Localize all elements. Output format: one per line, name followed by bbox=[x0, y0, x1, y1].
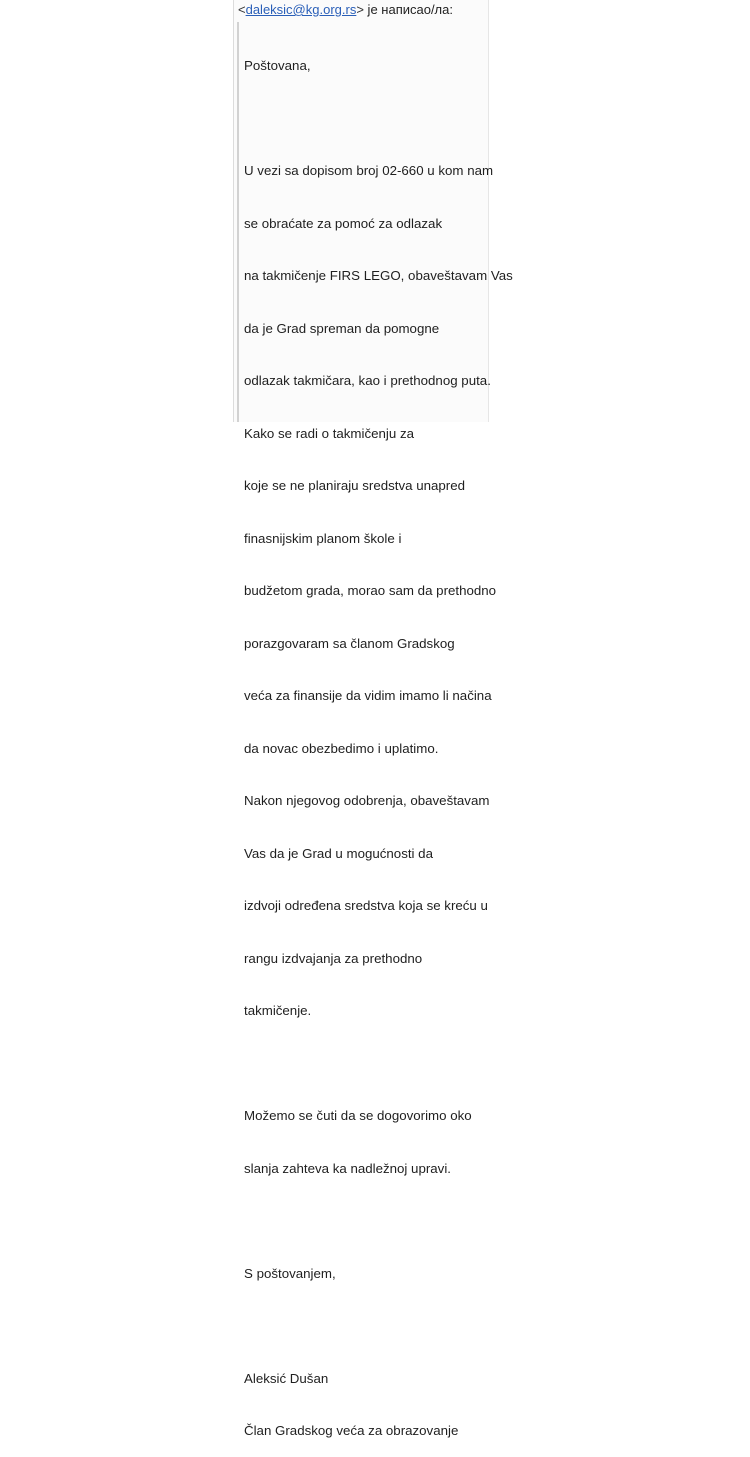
body-line: izdvoji određena sredstva koja se kreću u bbox=[244, 898, 488, 913]
sender-email-link[interactable]: daleksic@kg.org.rs bbox=[245, 2, 357, 17]
second-paragraph-line: slanja zahteva ka nadležnoj upravi. bbox=[244, 1160, 451, 1176]
quote-header-lt: < bbox=[238, 2, 246, 17]
quote-header-gt: > bbox=[356, 2, 364, 17]
body-line: Vas da je Grad u mogućnosti da bbox=[244, 845, 433, 861]
blank-line bbox=[244, 110, 488, 128]
body-line: takmičenje. bbox=[244, 1003, 312, 1018]
body-line: koje se ne planiraju sredstva unapred bbox=[244, 478, 466, 493]
signature-name: Aleksić Dušan bbox=[244, 1370, 329, 1386]
signature-title: Član Gradskog veća za obrazovanje bbox=[244, 1423, 459, 1438]
body-line: veća za finansije da vidim imamo li načina bbox=[244, 688, 492, 703]
greeting: Poštovana, bbox=[244, 58, 311, 73]
quote-header-wrote: је написао/ла: bbox=[363, 2, 453, 17]
blank-line bbox=[244, 1212, 488, 1230]
body-line: Kako se radi o takmičenju za bbox=[244, 425, 414, 441]
quote-bar bbox=[237, 22, 239, 422]
body-line: se obraćate za pomoć za odlazak bbox=[244, 215, 443, 231]
body-line: U vezi sa dopisom broj 02-660 u kom nam bbox=[244, 163, 494, 178]
body-line: na takmičenje FIRS LEGO, obaveštavam Vas bbox=[244, 268, 513, 283]
blank-line bbox=[244, 1055, 488, 1073]
body-line: da novac obezbedimo i uplatimo. bbox=[244, 740, 439, 756]
body-line: finasnijskim planom škole i bbox=[244, 530, 402, 546]
quote-header bbox=[238, 3, 453, 17]
blank-line bbox=[244, 1317, 488, 1335]
body-line: porazgovaram sa članom Gradskog bbox=[244, 635, 455, 651]
body-line: da je Grad spreman da pomogne bbox=[244, 320, 440, 336]
body-line: budžetom grada, morao sam da prethodno bbox=[244, 583, 497, 598]
message-body bbox=[244, 22, 513, 1457]
body-line: odlazak takmičara, kao i prethodnog puta. bbox=[244, 373, 491, 388]
closing: S poštovanjem, bbox=[244, 1265, 336, 1281]
second-paragraph-line: Možemo se čuti da se dogovorimo oko bbox=[244, 1108, 472, 1123]
body-line: Nakon njegovog odobrenja, obaveštavam bbox=[244, 793, 490, 808]
body-line: rangu izdvajanja za prethodno bbox=[244, 950, 423, 966]
